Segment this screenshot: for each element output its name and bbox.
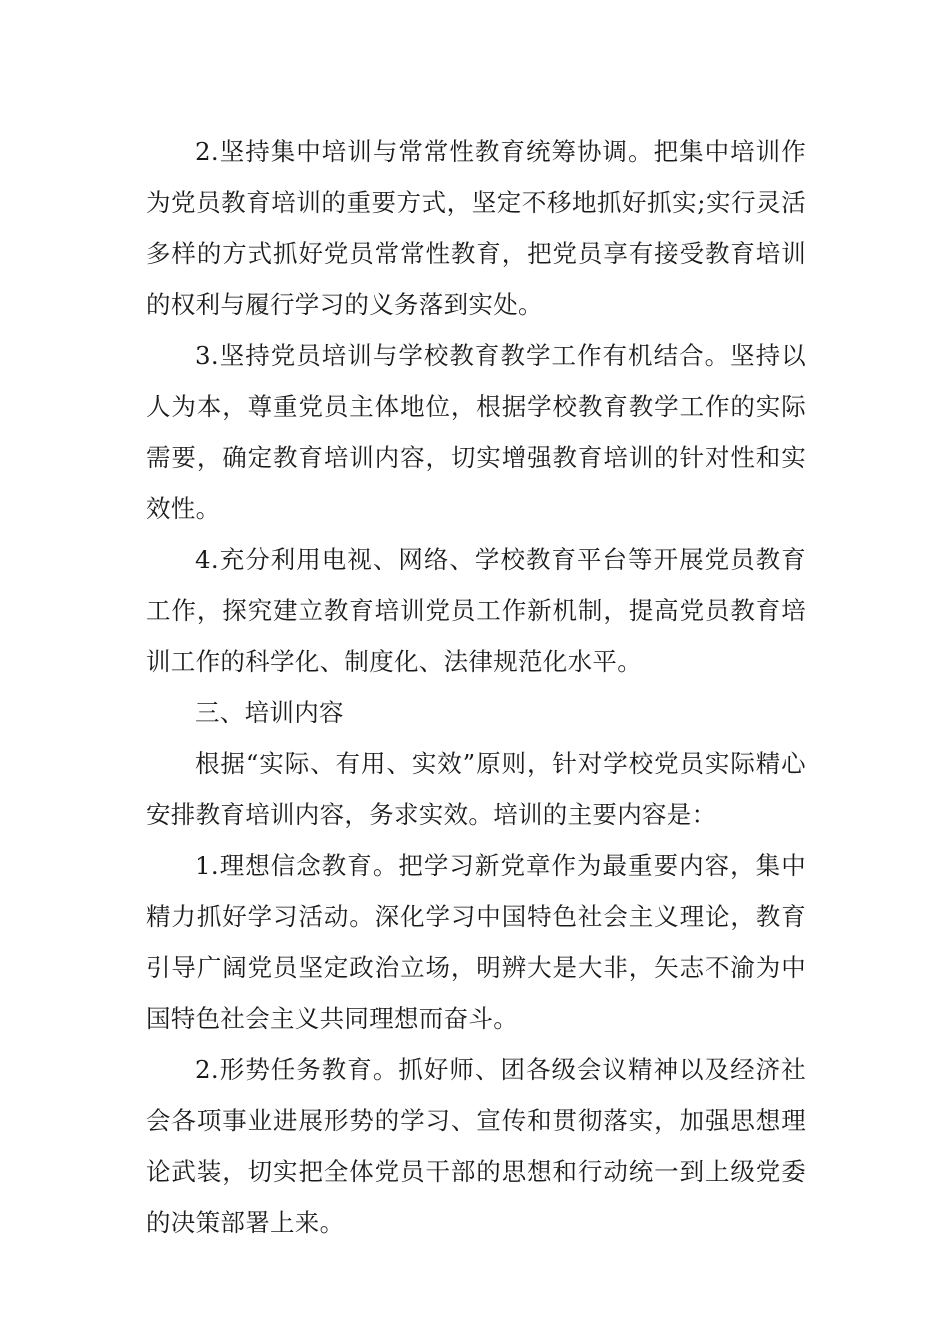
document-body [146, 126, 806, 1248]
paragraph-content-1: 1.理想信念教育。把学习新党章作为最重要内容，集中精力抓好学习活动。深化学习中国特色社会主义理论，教育引导广阔党员坚定政治立场，明辨大是大非，矢志不渝为中国特色社会主义共同理想而奋斗。 [146, 851, 806, 1033]
paragraph-content-2: 2.形势任务教育。抓好师、团各级会议精神以及经济社会各项事业进展形势的学习、宣传和贯彻落实，加强思想理论武装，切实把全体党员干部的思想和行动统一到上级党委的决策部署上来。 [146, 1055, 806, 1237]
paragraph-principle-3: 3.坚持党员培训与学校教育教学工作有机结合。坚持以人为本，尊重党员主体地位，根据学校教育教学工作的实际需要，确定教育培训内容，切实增强教育培训的针对性和实效性。 [146, 341, 806, 523]
paragraph-content-intro: 根据“实际、有用、实效”原则，针对学校党员实际精心安排教育培训内容，务求实效。培训的主要内容是： [146, 749, 806, 829]
section-heading-training-content: 三、培训内容 [195, 698, 344, 727]
paragraph-principle-4: 4.充分利用电视、网络、学校教育平台等开展党员教育工作，探究建立教育培训党员工作新机制，提高党员教育培训工作的科学化、制度化、法律规范化水平。 [146, 545, 806, 676]
paragraph-principle-2: 2.坚持集中培训与常常性教育统筹协调。把集中培训作为党员教育培训的重要方式，坚定不移地抓好抓实;实行灵活多样的方式抓好党员常常性教育，把党员享有接受教育培训的权利与履行学习的义务落到实处。 [146, 137, 806, 319]
